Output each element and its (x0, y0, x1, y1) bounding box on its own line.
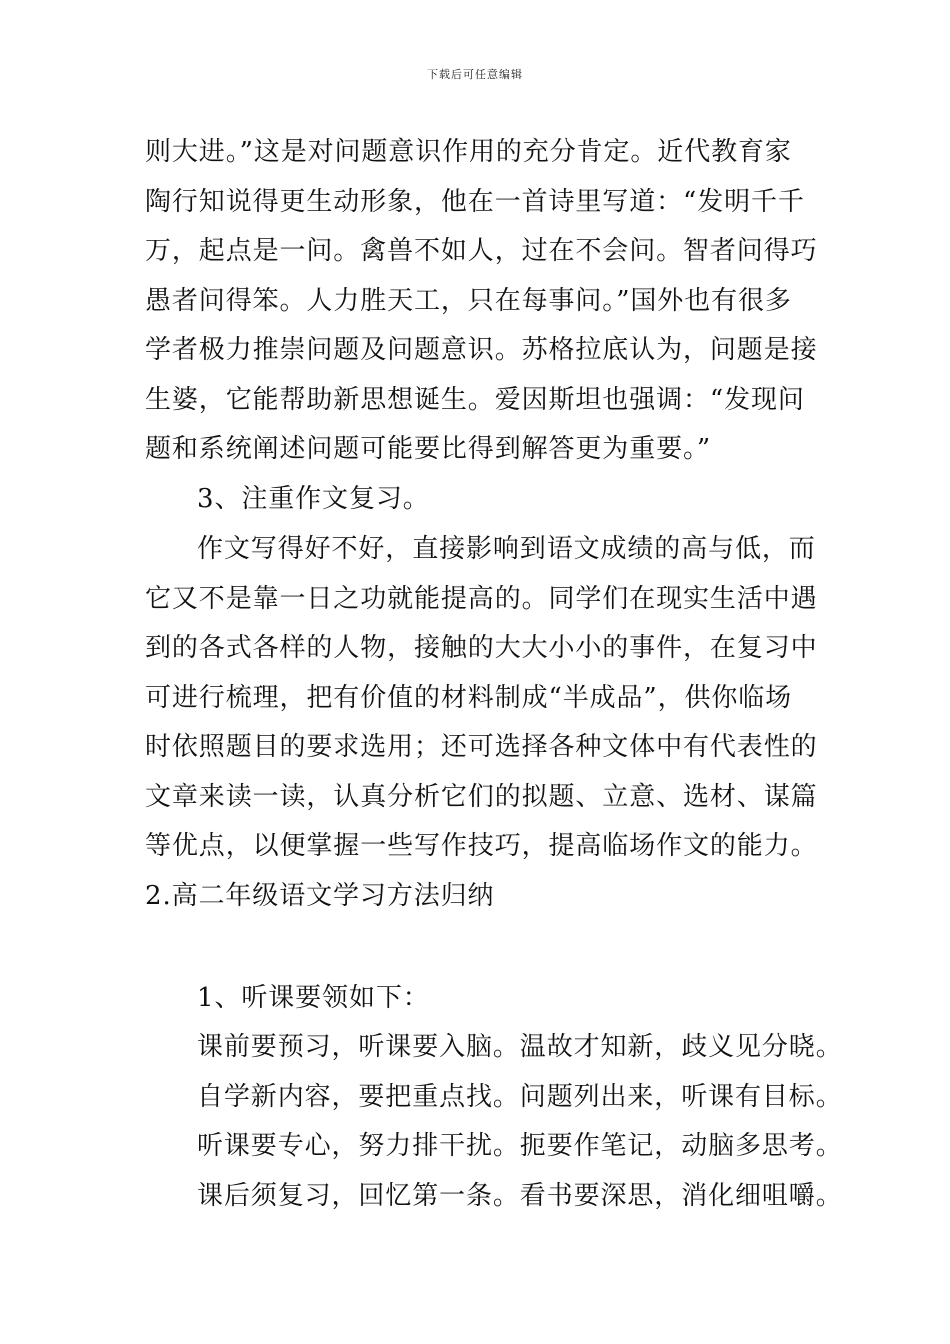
paragraph-line: 可进行梳理，把有价值的材料制成“半成品”，供你临场 (145, 683, 793, 713)
paragraph-line: 则大进。”这是对问题意识作用的充分肯定。近代教育家 (145, 137, 792, 167)
paragraph-line: 生婆，它能帮助新思想诞生。爱因斯坦也强调：“发现问 (145, 385, 805, 415)
paragraph-line: 文章来读一读，认真分析它们的拟题、立意、选材、谋篇 (145, 782, 818, 812)
paragraph-line: 它又不是靠一日之功就能提高的。同学们在现实生活中遇 (145, 584, 818, 614)
paragraph-line: 万，起点是一问。禽兽不如人，过在不会问。智者问得巧 (145, 236, 818, 266)
verse-line: 自学新内容，要把重点找。问题列出来，听课有目标。 (197, 1082, 843, 1112)
paragraph-line: 陶行知说得更生动形象，他在一首诗里写道：“发明千千 (145, 187, 805, 217)
subheading: 1、听课要领如下： (197, 983, 430, 1013)
section-title: 2.高二年级语文学习方法归纳 (145, 881, 495, 911)
verse-line: 听课要专心，努力排干扰。扼要作笔记，动脑多思考。 (197, 1131, 843, 1161)
verse-line: 课后须复习，回忆第一条。看书要深思，消化细咀嚼。 (197, 1181, 843, 1211)
page-header: 下载后可任意编辑 (427, 68, 523, 81)
paragraph-line: 愚者问得笨。人力胜天工，只在每事问。”国外也有很多 (145, 286, 792, 316)
subheading: 3、注重作文复习。 (197, 484, 430, 514)
paragraph-line: 学者极力推崇问题及问题意识。苏格拉底认为，问题是接 (145, 335, 818, 365)
paragraph-line: 题和系统阐述问题可能要比得到解答更为重要。” (145, 434, 712, 464)
paragraph-line: 到的各式各样的人物，接触的大大小小的事件，在复习中 (145, 633, 818, 663)
paragraph-line: 作文写得好不好，直接影响到语文成绩的高与低，而 (197, 534, 816, 564)
paragraph-line: 等优点，以便掌握一些写作技巧，提高临场作文的能力。 (145, 831, 818, 861)
verse-line: 课前要预习，听课要入脑。温故才知新，歧义见分晓。 (197, 1032, 843, 1062)
paragraph-line: 时依照题目的要求选用；还可选择各种文体中有代表性的 (145, 732, 818, 762)
